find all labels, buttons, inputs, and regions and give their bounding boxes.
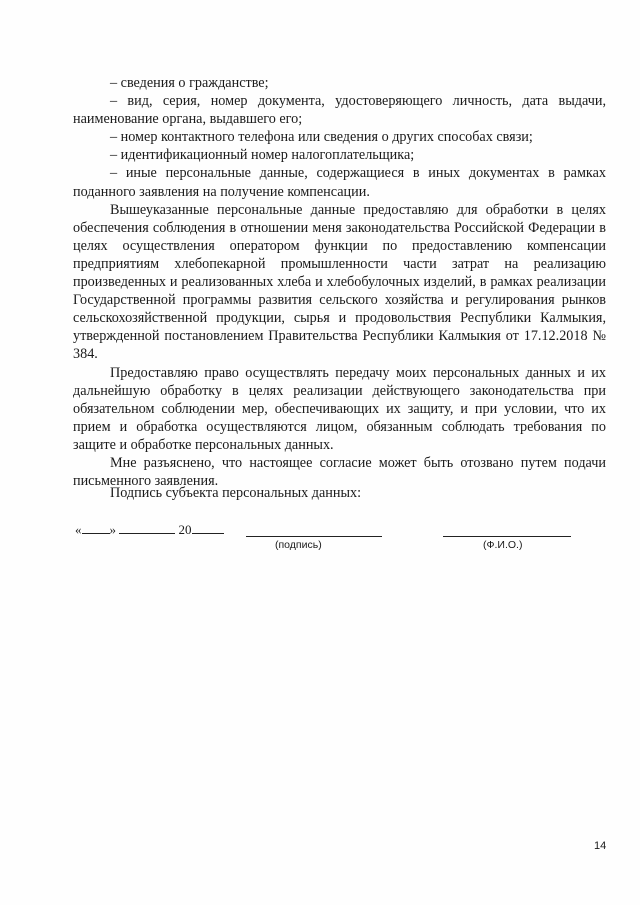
page-number: 14: [594, 840, 607, 852]
date-open-quote: «: [75, 522, 82, 537]
list-item: – номер контактного телефона или сведения о других способах связи;: [110, 129, 533, 146]
list-item: – идентификационный номер налогоплательщика;: [110, 147, 415, 164]
purpose-paragraph: Вышеуказанные персональные данные предоставляю для обработки в целях обеспечения соблюдения в отношении меня законодательства Российской Федерации в целях осуществления оператором функции по предоставлению компенсации предприятиям хлебопекарной промышленности части затрат на реализацию произведенных и реализованных хлеба и хлебобулочных изделий, в рамках реализации Государственной программы развития сельского хозяйства и регулирования рынков сельскохозяйственной продукции, сырья и продовольствия Республики Калмыкия, утвержденной постановлением Правительства Республики Калмыкия от 17.12.2018 № 384.: [73, 201, 606, 363]
signature-line: [246, 536, 382, 537]
list-item: – вид, серия, номер документа, удостоверяющего личность, дата выдачи, наименование органа, выдавшего его;: [73, 93, 606, 128]
year-blank: [192, 521, 224, 534]
signature-caption: (подпись): [275, 539, 322, 551]
full-name-caption: (Ф.И.О.): [483, 539, 523, 551]
list-item: – иные персональные данные, содержащиеся в иных документах в рамках поданного заявления на получение компенсации.: [73, 165, 606, 200]
year-prefix: 20: [178, 522, 192, 537]
date-close-quote: »: [109, 522, 116, 537]
revocation-paragraph: Мне разъяснено, что настоящее согласие может быть отозвано путем подачи письменного заявления.: [73, 454, 606, 490]
date-field: [75, 521, 224, 538]
full-name-line: [443, 536, 571, 537]
month-blank: [119, 521, 175, 534]
transfer-rights-paragraph: Предоставляю право осуществлять передачу моих персональных данных и их дальнейшую обработку в целях реализации действующего законодательства при обязательном соблюдении мер, обеспечивающих их защиту, и при условии, что их прием и обработка осуществляются лицом, обязанным соблюдать требования по защите и обработке персональных данных.: [73, 364, 606, 453]
day-blank: [82, 521, 110, 534]
signature-row: [0, 521, 640, 561]
list-item: – сведения о гражданстве;: [110, 75, 269, 91]
document-body: [73, 74, 606, 490]
signature-label: Подпись субъекта персональных данных:: [110, 485, 362, 501]
